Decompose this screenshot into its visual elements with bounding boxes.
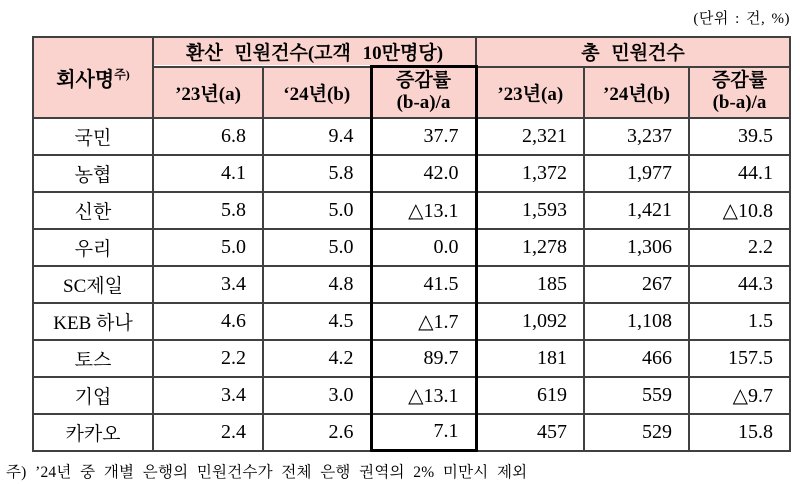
value-cell: △13.1 [371,192,476,229]
group-header-converted: 환산 민원건수(고객 10만명당) [153,37,476,67]
value-cell: 44.3 [689,266,790,303]
value-cell: 4.5 [263,303,371,340]
company-cell: 신한 [33,192,153,229]
value-cell: 42.0 [371,155,476,192]
footnote-marker: 주) [114,67,130,82]
value-cell: 9.4 [263,118,371,155]
value-cell: 2.2 [689,229,790,266]
value-cell: 559 [584,377,689,414]
value-cell: 37.7 [371,118,476,155]
value-cell: 157.5 [689,340,790,377]
value-cell: △1.7 [371,303,476,340]
value-cell: 1,977 [584,155,689,192]
value-cell: 466 [584,340,689,377]
company-cell: 카카오 [33,414,153,451]
value-cell: 2.6 [263,414,371,451]
value-cell: 181 [476,340,584,377]
company-cell: 농협 [33,155,153,192]
company-name-label: 회사명 [56,68,115,91]
value-cell: 5.8 [263,155,371,192]
value-cell: 1,421 [584,192,689,229]
value-cell: 4.1 [153,155,263,192]
value-cell: 457 [476,414,584,451]
value-cell: 4.6 [153,303,263,340]
value-cell: △9.7 [689,377,790,414]
value-cell: 5.0 [263,192,371,229]
col-header-converted-2024: ‘24년(b) [263,67,371,118]
value-cell: 185 [476,266,584,303]
value-cell: 3.4 [153,377,263,414]
value-cell: 6.8 [153,118,263,155]
col-header-converted-change [371,67,476,118]
value-cell: 1,306 [584,229,689,266]
table-row-nonghyup [33,155,790,192]
table-row-keb-hana [33,303,790,340]
value-cell: 1,372 [476,155,584,192]
col-header-total-change [689,67,790,118]
col-header-total-2023: ’23년(a) [476,67,584,118]
company-cell: KEB 하나 [33,303,153,340]
change-label-line1: 증감률 [395,69,452,91]
value-cell: 529 [584,414,689,451]
company-cell: 기업 [33,377,153,414]
value-cell: 89.7 [371,340,476,377]
value-cell: 3.4 [153,266,263,303]
table-row-ibk [33,377,790,414]
change-label-line1: 증감률 [711,69,768,91]
value-cell: 267 [584,266,689,303]
value-cell: 2.4 [153,414,263,451]
value-cell: 2.2 [153,340,263,377]
company-cell: 우리 [33,229,153,266]
value-cell: 2,321 [476,118,584,155]
table-row-sc [33,266,790,303]
table-row-kakao [33,414,790,451]
bank-complaints-table [32,36,791,452]
company-name-header [33,37,153,118]
value-cell: 44.1 [689,155,790,192]
value-cell: 619 [476,377,584,414]
company-cell: SC제일 [33,266,153,303]
value-cell: 0.0 [371,229,476,266]
table-row-woori [33,229,790,266]
value-cell: 1.5 [689,303,790,340]
value-cell: 5.0 [263,229,371,266]
value-cell: 1,092 [476,303,584,340]
table-row-kookmin [33,118,790,155]
footnote-text: 주) ’24년 중 개별 은행의 민원건수가 전체 은행 권역의 2% 미만시 제외 [6,464,528,481]
value-cell: 1,593 [476,192,584,229]
table-row-shinhan [33,192,790,229]
value-cell: △10.8 [689,192,790,229]
change-label-line2: (b-a)/a [712,92,767,113]
value-cell: 3.0 [263,377,371,414]
unit-label: (단위 : 건, %) [693,11,790,27]
value-cell: 15.8 [689,414,790,451]
group-header-row [33,37,790,67]
value-cell: 39.5 [689,118,790,155]
company-cell: 국민 [33,118,153,155]
col-header-total-2024: ’24년(b) [584,67,689,118]
value-cell: 3,237 [584,118,689,155]
group-header-total: 총 민원건수 [476,37,790,67]
value-cell: 7.1 [371,414,476,451]
value-cell: 5.0 [153,229,263,266]
change-label-line2: (b-a)/a [396,92,451,114]
value-cell: 41.5 [371,266,476,303]
company-cell: 토스 [33,340,153,377]
value-cell: 4.8 [263,266,371,303]
value-cell: 4.2 [263,340,371,377]
value-cell: △13.1 [371,377,476,414]
table-row-toss [33,340,790,377]
value-cell: 1,108 [584,303,689,340]
col-header-converted-2023: ’23년(a) [153,67,263,118]
value-cell: 1,278 [476,229,584,266]
value-cell: 5.8 [153,192,263,229]
